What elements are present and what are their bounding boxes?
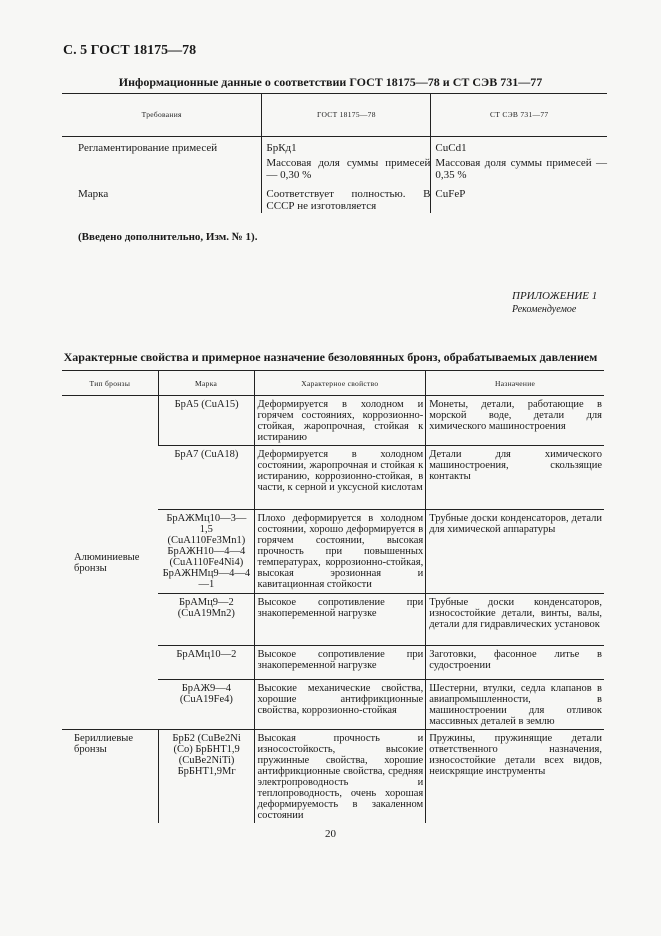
- purpose-cell: Детали для химического машиностроения, скользящие контакты: [426, 446, 604, 510]
- bronze-table: [62, 370, 604, 823]
- property-cell: Плохо деформируется в холодном состоянии, хорошо деформируется в горячем состоянии, высокая прочность при повышенных температурах, коррозионно-стойкая, высокая эрозионная и кавитационная стойкости: [254, 510, 426, 594]
- grade-cell: БрА5 (CuA15): [158, 396, 254, 446]
- purpose-cell: Пружины, пружинящие детали ответственного назначения, износостойкие детали всех видов, неискрящие инструменты: [426, 730, 604, 824]
- info-table-row: [62, 155, 607, 182]
- purpose-cell: Трубные доски конденсаторов, детали для химической аппаратуры: [426, 510, 604, 594]
- bronze-type-aluminium: Алюминиевые бронзы: [62, 396, 158, 730]
- grade-cell: БрАМц9—2 (CuA19Mn2): [158, 594, 254, 646]
- info-cell-gost: БрКд1: [262, 140, 431, 155]
- table-row: [62, 730, 604, 824]
- appendix-subtitle: Рекомендуемое: [512, 304, 577, 315]
- info-cell-sev: Массовая доля суммы примесей — 0,35 %: [431, 155, 607, 182]
- info-col-header-requirements: Требования: [62, 94, 262, 137]
- info-table: [62, 93, 607, 213]
- info-cell-sev: CuFeP: [431, 182, 607, 213]
- grade-cell: БрА7 (CuA18): [158, 446, 254, 510]
- grade-cell: БрАЖМц10—3—1,5 (CuA110Fe3Mn1) БрАЖН10—4—4 (CuA110Fe4Ni4) БрАЖНМц9—4—4—1: [158, 510, 254, 594]
- info-cell-sev: CuCd1: [431, 140, 607, 155]
- info-cell-requirement: Регламентирование примесей: [78, 142, 218, 154]
- bronze-type-beryllium: Бериллиевые бронзы: [74, 733, 133, 755]
- property-cell: Деформируется в холодном и горячем состояниях, коррозионно-стойкая, жаропрочная, стойкая к истиранию: [254, 396, 426, 446]
- info-cell-requirement: [62, 155, 262, 182]
- purpose-cell: Трубные доски конденсаторов, износостойкие детали, винты, валы, детали для гидравлических установок: [426, 594, 604, 646]
- info-cell-gost: Соответствует полностью. В СССР не изготовляется: [262, 182, 431, 213]
- property-cell: Высокая прочность и износостойкость, высокие пружинные свойства, хорошие антифрикционные свойства, средняя электропроводность и теплопроводность, очень хорошая деформируемость в закаленном состоянии: [254, 730, 426, 824]
- page-number: 20: [325, 828, 336, 840]
- info-table-row: [62, 140, 607, 155]
- info-table-header-row: [62, 94, 607, 137]
- page-header: С. 5 ГОСТ 18175—78: [63, 43, 197, 58]
- info-col-header-sev: СТ СЭВ 731—77: [431, 94, 607, 137]
- info-cell-requirement: Марка: [78, 188, 109, 200]
- col-header-type: Тип бронзы: [62, 371, 158, 396]
- purpose-cell: Заготовки, фасонное литье в судостроении: [426, 646, 604, 680]
- info-col-header-gost: ГОСТ 18175—78: [262, 94, 431, 137]
- col-header-grade: Марка: [158, 371, 254, 396]
- table-row: [62, 396, 604, 446]
- info-cell-gost: Массовая доля суммы примесей — 0,30 %: [262, 155, 431, 182]
- bronze-table-title: Характерные свойства и примерное назначение безоловянных бронз, обрабатываемых давлением: [63, 350, 598, 364]
- appendix-label: [512, 290, 597, 316]
- info-table-row: [62, 182, 607, 213]
- property-cell: Высокие механические свойства, хорошие антифрикционные свойства, коррозионно-стойкая: [254, 680, 426, 730]
- property-cell: Деформируется в холодном состоянии, жаропрочная и стойкая к истиранию, коррозионно-стойкая, в части, к серной и уксусной кислотам: [254, 446, 426, 510]
- grade-cell: БрАЖ9—4 (CuA19Fe4): [158, 680, 254, 730]
- property-cell: Высокое сопротивление при знакопеременной нагрузке: [254, 646, 426, 680]
- grade-cell: БрБ2 (CuBe2Ni (Co) БрБНТ1,9 (CuBe2NiTi) БрБНТ1,9Мг: [158, 730, 254, 824]
- property-cell: Высокое сопротивление при знакопеременной нагрузке: [254, 594, 426, 646]
- appendix-title: ПРИЛОЖЕНИЕ 1: [512, 290, 598, 302]
- amendment-note: (Введено дополнительно, Изм. № 1).: [78, 231, 258, 243]
- grade-cell: БрАМц10—2: [158, 646, 254, 680]
- purpose-cell: Монеты, детали, работающие в морской воде, детали для химического машиностроения: [426, 396, 604, 446]
- col-header-property: Характерное свойство: [254, 371, 426, 396]
- bronze-table-header-row: [62, 371, 604, 396]
- info-table-title: Информационные данные о соответствии ГОСТ 18175—78 и СТ СЭВ 731—77: [118, 75, 543, 89]
- col-header-purpose: Назначение: [426, 371, 604, 396]
- purpose-cell: Шестерни, втулки, седла клапанов в авиапромышленности, в машиностроении для отливок массивных деталей в землю: [426, 680, 604, 730]
